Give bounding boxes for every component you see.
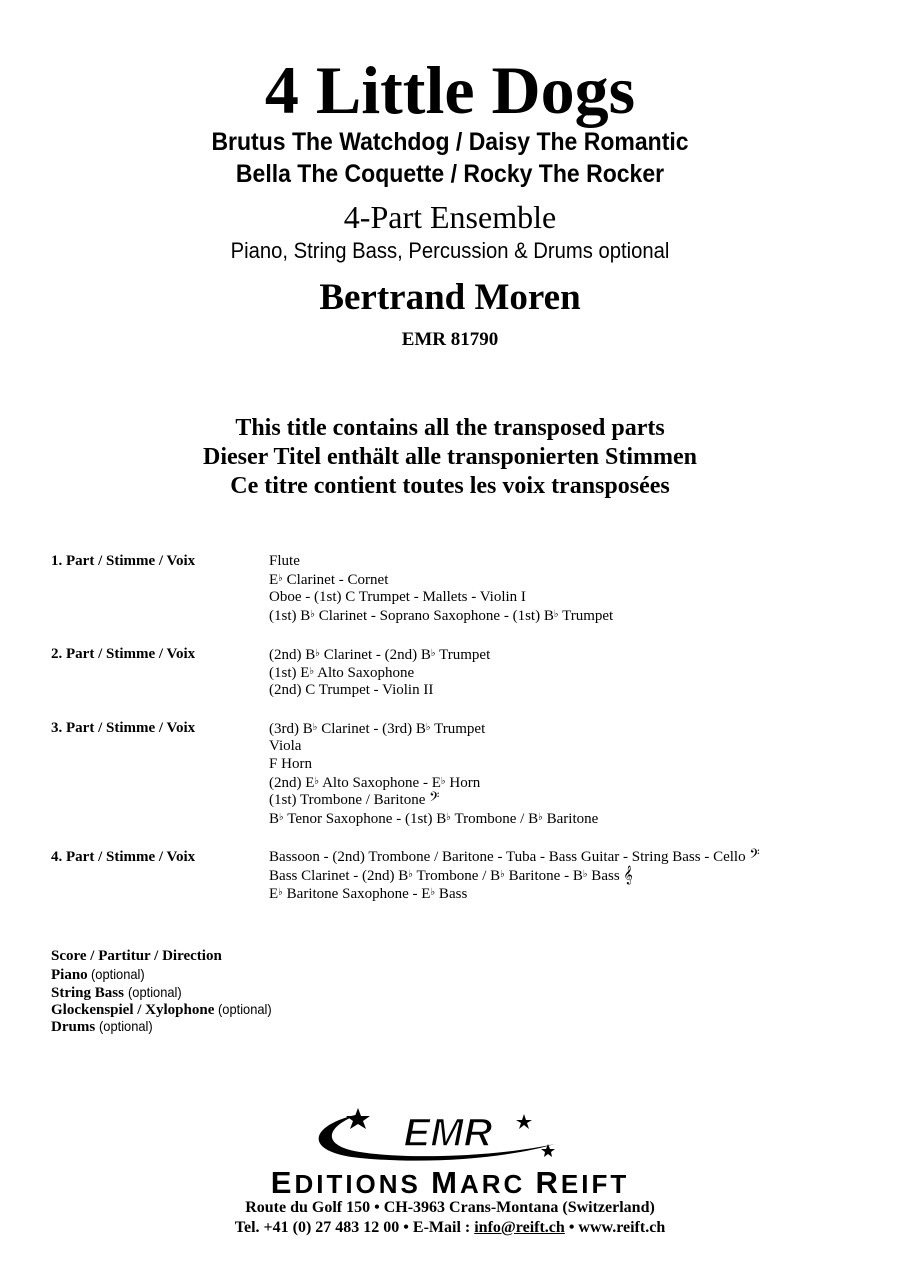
part-4-label: 4. Part / Stimme / Voix: [51, 849, 196, 865]
extra-name: Drums: [51, 1019, 96, 1035]
flat-sign-icon: ♭: [279, 812, 284, 823]
flat-sign-icon: ♭: [309, 666, 315, 677]
flat-sign-icon: ♭: [582, 869, 588, 880]
part-4-line: E♭ Baritone Saxophone - E♭ Bass: [269, 886, 468, 902]
extra-name: Piano: [51, 967, 88, 983]
part-1-line: Oboe - (1st) C Trumpet - Mallets - Violin I: [269, 589, 526, 605]
part-2-line: (1st) E♭ Alto Saxophone: [269, 665, 415, 681]
extra-name: Score / Partitur / Direction: [51, 948, 222, 964]
part-3-line: Viola: [269, 738, 302, 754]
part-3-line: (1st) Trombone / Baritone 𝄢: [269, 791, 440, 808]
contact-phone: Tel. +41 (0) 27 483 12 00 • E-Mail :: [234, 1219, 475, 1236]
notice-french: Ce titre contient toutes les voix transposées: [230, 473, 670, 499]
extra-string-bass: [51, 984, 186, 1003]
part-1-line: Flute: [269, 553, 300, 569]
flat-sign-icon: ♭: [312, 722, 318, 733]
extra-note: (optional): [127, 984, 182, 1000]
flat-sign-icon: ♭: [553, 609, 559, 620]
bass-clef-icon: 𝄢: [749, 848, 760, 865]
extra-piano: [51, 966, 150, 985]
part-1-line: E♭ Clarinet - Cornet: [269, 572, 389, 588]
publisher-name: EDITIONS MARC REIFT: [270, 1165, 630, 1200]
part-4-line: Bass Clarinet - (2nd) B♭ Trombone / B♭ Baritone - B♭ Bass 𝄞: [269, 867, 633, 884]
part-2-line: (2nd) C Trumpet - Violin II: [269, 682, 434, 698]
flat-sign-icon: ♭: [500, 869, 505, 880]
part-3-line: (2nd) E♭ Alto Saxophone - E♭ Horn: [269, 775, 481, 791]
flat-sign-icon: ♭: [446, 812, 451, 823]
contact-website: • www.reift.ch: [564, 1219, 666, 1236]
flat-sign-icon: ♭: [314, 776, 320, 787]
notice-german: Dieser Titel enthält alle transponierten Stimmen: [203, 444, 697, 470]
part-4-line: Bassoon - (2nd) Trombone / Baritone - Tuba - Bass Guitar - String Bass - Cello 𝄢: [269, 848, 760, 865]
flat-sign-icon: ♭: [440, 776, 446, 787]
subtitle-line-2: Bella The Coquette / Rocky The Rocker: [235, 160, 665, 188]
flat-sign-icon: ♭: [538, 812, 543, 823]
part-3-label: 3. Part / Stimme / Voix: [51, 720, 196, 736]
ensemble-type: 4-Part Ensemble: [343, 199, 557, 235]
part-1-label: 1. Part / Stimme / Voix: [51, 553, 196, 569]
email-link[interactable]: info@reift.ch: [474, 1219, 565, 1236]
extra-name: Glockenspiel / Xylophone: [51, 1002, 215, 1018]
extra-name: String Bass: [51, 985, 124, 1001]
subtitle-line-1: Brutus The Watchdog / Daisy The Romantic: [211, 128, 689, 156]
flat-sign-icon: ♭: [278, 887, 283, 898]
treble-clef-icon: 𝄞: [623, 867, 633, 884]
flat-sign-icon: ♭: [430, 887, 436, 898]
bass-clef-icon: 𝄢: [429, 791, 440, 808]
flat-sign-icon: ♭: [278, 573, 283, 584]
extra-note: (optional): [218, 1001, 272, 1017]
notice-english: This title contains all the transposed parts: [235, 415, 665, 441]
part-3-line: (3rd) B♭ Clarinet - (3rd) B♭ Trumpet: [269, 721, 486, 737]
publisher-contact: [0, 1218, 900, 1238]
extra-glockenspiel: [51, 1001, 276, 1020]
extra-note: (optional): [91, 966, 146, 982]
composer-name: Bertrand Moren: [319, 277, 581, 318]
flat-sign-icon: ♭: [310, 609, 315, 620]
logo-text: EMR: [403, 1111, 493, 1155]
page-title: 4 Little Dogs: [264, 52, 636, 128]
part-2-label: 2. Part / Stimme / Voix: [51, 646, 196, 662]
part-2-line: (2nd) B♭ Clarinet - (2nd) B♭ Trumpet: [269, 647, 491, 663]
part-1-line: (1st) B♭ Clarinet - Soprano Saxophone - (1st) B♭ Trumpet: [269, 608, 614, 624]
publisher-address: Route du Golf 150 • CH-3963 Crans-Montana (Switzerland): [245, 1199, 655, 1216]
flat-sign-icon: ♭: [430, 648, 436, 659]
extra-drums: [51, 1018, 157, 1037]
flat-sign-icon: ♭: [408, 869, 413, 880]
flat-sign-icon: ♭: [315, 648, 320, 659]
flat-sign-icon: ♭: [425, 722, 431, 733]
extra-note: (optional): [98, 1018, 153, 1034]
emr-logo: [300, 1104, 600, 1166]
extra-score: [51, 948, 222, 966]
catalog-number: EMR 81790: [401, 329, 499, 350]
part-3-line: B♭ Tenor Saxophone - (1st) B♭ Trombone / B♭ Baritone: [269, 811, 599, 827]
instrumentation: Piano, String Bass, Percussion & Drums optional: [230, 238, 670, 263]
part-3-line: F Horn: [269, 756, 312, 772]
